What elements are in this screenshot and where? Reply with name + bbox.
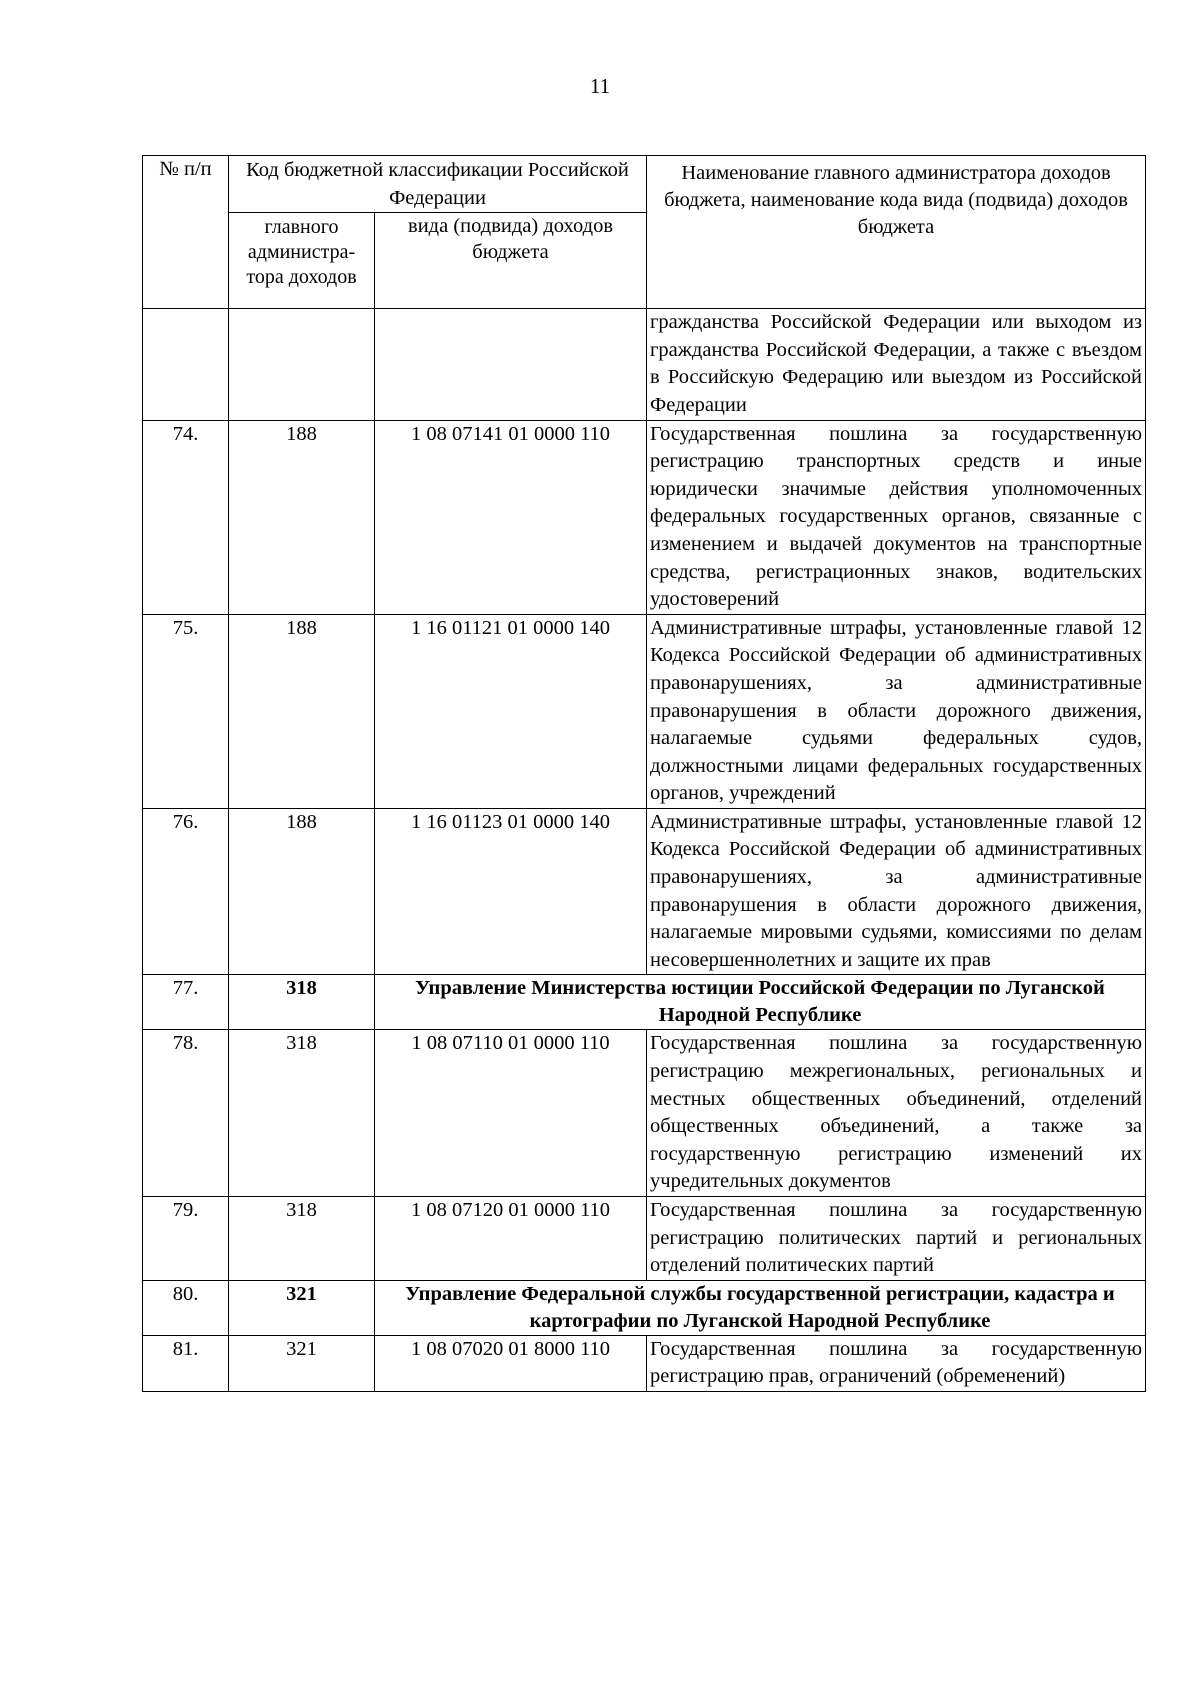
table-header-row-1 bbox=[143, 156, 1146, 213]
row-number: 76. bbox=[143, 808, 229, 975]
header-budget-classification-code: Код бюджетной классификации Российской Федерации bbox=[229, 156, 647, 213]
row-revenue-kind-code: 1 16 01123 01 0000 140 bbox=[375, 808, 647, 975]
header-number: № п/п bbox=[143, 156, 229, 309]
row-number: 77. bbox=[143, 975, 229, 1030]
row-revenue-kind-code bbox=[375, 309, 647, 420]
row-description: Административные штрафы, установленные главой 12 Кодекса Российской Федерации об административных правонарушениях, за административные правонарушения в области дорожного движения, налагаемые мировыми судьями, комиссиями по делам несовершеннолетних и защите их прав bbox=[647, 808, 1146, 975]
table-section-row bbox=[143, 975, 1146, 1030]
row-administrator-code: 318 bbox=[229, 1197, 375, 1281]
row-number: 81. bbox=[143, 1335, 229, 1391]
row-number: 75. bbox=[143, 614, 229, 808]
header-revenue-kind-code: вида (подвида) доходов бюджета bbox=[375, 213, 647, 309]
row-revenue-kind-code: 1 08 07110 01 0000 110 bbox=[375, 1030, 647, 1197]
row-administrator-code: 318 bbox=[229, 975, 375, 1030]
row-description: Государственная пошлина за государственную регистрацию политических партий и региональных отделений политических партий bbox=[647, 1197, 1146, 1281]
row-number bbox=[143, 309, 229, 420]
budget-revenue-table bbox=[142, 155, 1146, 1392]
table-row bbox=[143, 1030, 1146, 1197]
row-administrator-code: 188 bbox=[229, 420, 375, 614]
section-administrator-title: Управление Федеральной службы государственной регистрации, кадастра и картографии по Луганской Народной Республике bbox=[375, 1280, 1146, 1335]
row-number: 74. bbox=[143, 420, 229, 614]
page-number: 11 bbox=[589, 74, 611, 98]
row-revenue-kind-code: 1 16 01121 01 0000 140 bbox=[375, 614, 647, 808]
row-administrator-code: 321 bbox=[229, 1335, 375, 1391]
row-description: Государственная пошлина за государственную регистрацию прав, ограничений (обременений) bbox=[647, 1335, 1146, 1391]
row-revenue-kind-code: 1 08 07120 01 0000 110 bbox=[375, 1197, 647, 1281]
table-row bbox=[143, 420, 1146, 614]
row-number: 79. bbox=[143, 1197, 229, 1281]
row-number: 80. bbox=[143, 1280, 229, 1335]
header-administrator-name: Наименование главного администратора доходов бюджета, наименование кода вида (подвида) доходов бюджета bbox=[647, 156, 1146, 309]
row-revenue-kind-code: 1 08 07020 01 8000 110 bbox=[375, 1335, 647, 1391]
table-row bbox=[143, 614, 1146, 808]
table-row bbox=[143, 309, 1146, 420]
row-administrator-code: 318 bbox=[229, 1030, 375, 1197]
row-description: Государственная пошлина за государственную регистрацию межрегиональных, региональных и местных общественных объединений, отделений общественных объединений, а также за государственную регистрацию изменений их учредительных документов bbox=[647, 1030, 1146, 1197]
header-administrator-code: главного администра-тора доходов bbox=[229, 213, 375, 309]
row-administrator-code bbox=[229, 309, 375, 420]
row-description: Государственная пошлина за государственную регистрацию транспортных средств и иные юридически значимые действия уполномоченных федеральных государственных органов, связанные с изменением и выдачей документов на транспортные средства, регистрационных знаков, водительских удостоверений bbox=[647, 420, 1146, 614]
table-row bbox=[143, 808, 1146, 975]
row-revenue-kind-code: 1 08 07141 01 0000 110 bbox=[375, 420, 647, 614]
row-description: Административные штрафы, установленные главой 12 Кодекса Российской Федерации об административных правонарушениях, за административные правонарушения в области дорожного движения, налагаемые судьями федеральных судов, должностными лицами федеральных государственных органов, учреждений bbox=[647, 614, 1146, 808]
table-row bbox=[143, 1197, 1146, 1281]
row-number: 78. bbox=[143, 1030, 229, 1197]
table-row bbox=[143, 1335, 1146, 1391]
row-administrator-code: 188 bbox=[229, 614, 375, 808]
section-administrator-title: Управление Министерства юстиции Российской Федерации по Луганской Народной Республике bbox=[375, 975, 1146, 1030]
row-administrator-code: 321 bbox=[229, 1280, 375, 1335]
table-section-row bbox=[143, 1280, 1146, 1335]
row-description: гражданства Российской Федерации или выходом из гражданства Российской Федерации, а также с въездом в Российскую Федерацию или выездом из Российской Федерации bbox=[647, 309, 1146, 420]
row-administrator-code: 188 bbox=[229, 808, 375, 975]
